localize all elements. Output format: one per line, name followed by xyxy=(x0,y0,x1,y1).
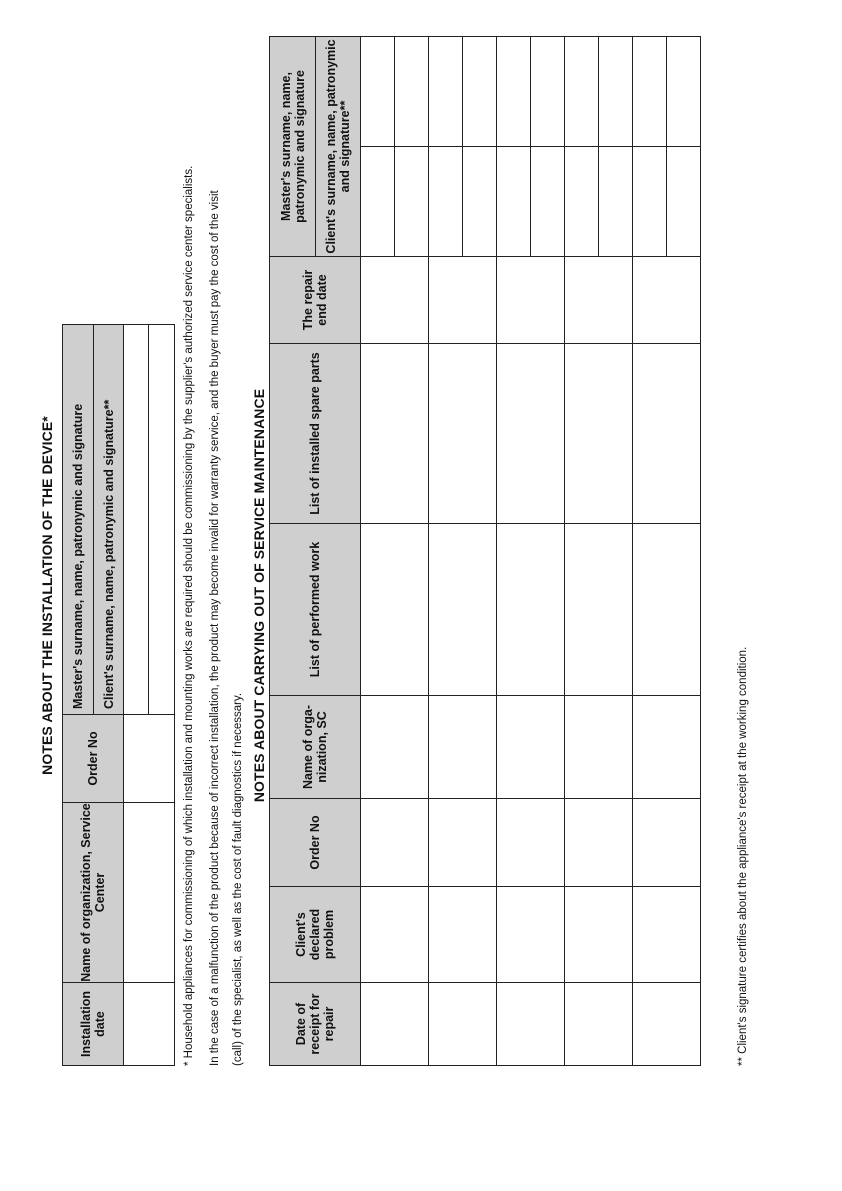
master-signature-cell[interactable] xyxy=(361,37,395,147)
organization-cell[interactable] xyxy=(429,696,497,799)
declared-problem-cell[interactable] xyxy=(361,887,429,983)
installation-client-cell[interactable] xyxy=(149,325,175,715)
installation-master-cell[interactable] xyxy=(124,325,149,715)
organization-cell[interactable] xyxy=(497,696,565,799)
master-signature-cell[interactable] xyxy=(565,147,599,257)
maintenance-client-header: Client's surname, name, patronymic and signature** xyxy=(316,37,361,257)
client-signature-cell[interactable] xyxy=(463,147,497,257)
installation-master-header: Master's surname, name, patronymic and signature xyxy=(63,325,94,715)
receipt-date-cell[interactable] xyxy=(497,983,565,1066)
master-signature-cell[interactable] xyxy=(565,37,599,147)
repair-end-date-cell[interactable] xyxy=(429,257,497,344)
spare-parts-header: List of installed spare parts xyxy=(270,344,361,524)
spare-parts-cell[interactable] xyxy=(565,344,633,524)
order-no-cell[interactable] xyxy=(361,799,429,887)
installation-client-header: Client's surname, name, patronymic and signature** xyxy=(94,325,124,715)
receipt-date-cell[interactable] xyxy=(633,983,701,1066)
maintenance-order-no-header: Order No xyxy=(270,799,361,887)
master-signature-cell[interactable] xyxy=(633,147,667,257)
footnote: ** Client's signature certifies about the appliance's receipt at the working condition. xyxy=(737,646,749,1066)
order-no-cell[interactable] xyxy=(429,799,497,887)
master-signature-cell[interactable] xyxy=(497,37,531,147)
organization-cell[interactable] xyxy=(361,696,429,799)
performed-work-cell[interactable] xyxy=(361,524,429,696)
performed-work-cell[interactable] xyxy=(565,524,633,696)
installation-title: NOTES ABOUT THE INSTALLATION OF THE DEVICE* xyxy=(39,416,55,775)
client-signature-cell[interactable] xyxy=(531,37,565,147)
declared-problem-header: Client's declared problem xyxy=(270,887,361,983)
master-signature-cell[interactable] xyxy=(633,37,667,147)
performed-work-cell[interactable] xyxy=(497,524,565,696)
installation-organization-cell[interactable] xyxy=(124,803,175,983)
spare-parts-cell[interactable] xyxy=(361,344,429,524)
receipt-date-header: Date of receipt for repair xyxy=(270,983,361,1066)
client-signature-cell[interactable] xyxy=(395,37,429,147)
order-no-cell[interactable] xyxy=(497,799,565,887)
note-line-2: In the case of a malfunction of the product because of incorrect installation, the product may become invalid for warranty service, and the buyer must pay the cost of the visit xyxy=(209,190,221,1066)
note-line-3: (call) of the specialist, as well as the cost of fault diagnostics if necessary. xyxy=(232,692,244,1066)
declared-problem-cell[interactable] xyxy=(633,887,701,983)
installation-date-header: Installation date xyxy=(63,983,124,1066)
client-signature-cell[interactable] xyxy=(667,37,701,147)
organization-cell[interactable] xyxy=(633,696,701,799)
client-signature-cell[interactable] xyxy=(395,147,429,257)
spare-parts-cell[interactable] xyxy=(429,344,497,524)
client-signature-cell[interactable] xyxy=(667,147,701,257)
repair-end-date-cell[interactable] xyxy=(633,257,701,344)
master-signature-cell[interactable] xyxy=(429,147,463,257)
master-signature-cell[interactable] xyxy=(361,147,395,257)
performed-work-cell[interactable] xyxy=(633,524,701,696)
client-signature-cell[interactable] xyxy=(599,37,633,147)
repair-end-date-cell[interactable] xyxy=(497,257,565,344)
order-no-cell[interactable] xyxy=(633,799,701,887)
declared-problem-cell[interactable] xyxy=(497,887,565,983)
master-signature-cell[interactable] xyxy=(429,37,463,147)
installation-order-no-header: Order No xyxy=(63,715,124,803)
order-no-cell[interactable] xyxy=(565,799,633,887)
performed-work-header: List of performed work xyxy=(270,524,361,696)
installation-organization-header: Name of organization, Service Center xyxy=(63,803,124,983)
declared-problem-cell[interactable] xyxy=(565,887,633,983)
maintenance-organization-header: Name of orga-nization, SC xyxy=(270,696,361,799)
spare-parts-cell[interactable] xyxy=(633,344,701,524)
maintenance-master-header: Master's surname, name, patronymic and signature xyxy=(270,37,316,257)
maintenance-table xyxy=(269,36,701,1066)
repair-end-date-cell[interactable] xyxy=(361,257,429,344)
master-signature-cell[interactable] xyxy=(497,147,531,257)
spare-parts-cell[interactable] xyxy=(497,344,565,524)
performed-work-cell[interactable] xyxy=(429,524,497,696)
installation-order-no-cell[interactable] xyxy=(124,715,175,803)
organization-cell[interactable] xyxy=(565,696,633,799)
client-signature-cell[interactable] xyxy=(463,37,497,147)
client-signature-cell[interactable] xyxy=(531,147,565,257)
repair-end-date-cell[interactable] xyxy=(565,257,633,344)
client-signature-cell[interactable] xyxy=(599,147,633,257)
receipt-date-cell[interactable] xyxy=(565,983,633,1066)
installation-date-cell[interactable] xyxy=(124,983,175,1066)
maintenance-title: NOTES ABOUT CARRYING OUT OF SERVICE MAINTENANCE xyxy=(251,388,267,803)
installation-table xyxy=(62,324,175,1066)
receipt-date-cell[interactable] xyxy=(361,983,429,1066)
declared-problem-cell[interactable] xyxy=(429,887,497,983)
note-line-1: * Household appliances for commissioning of which installation and mounting works are required should be commissioning by the supplier's authorized service center specialists. xyxy=(183,165,195,1066)
receipt-date-cell[interactable] xyxy=(429,983,497,1066)
repair-end-date-header: The repair end date xyxy=(270,257,361,344)
